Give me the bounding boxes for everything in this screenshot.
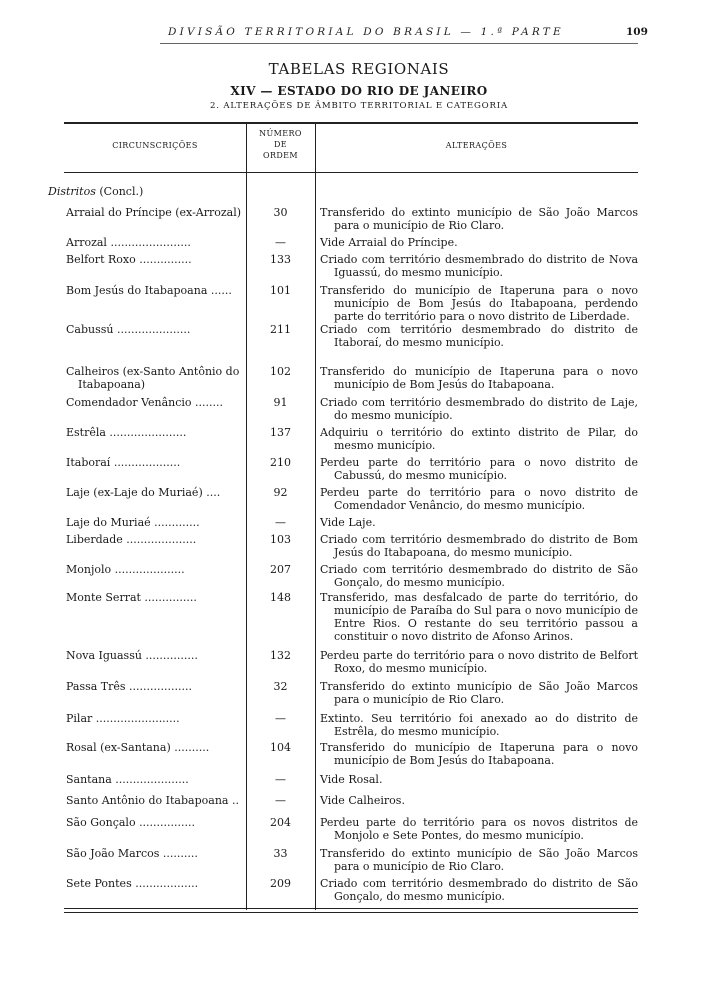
circunscricao-name: Monjolo .................... — [66, 563, 185, 576]
circunscricao-name: Santo Antônio do Itabapoana .. — [66, 794, 239, 807]
column-header-numero-line1: NÚMERO — [259, 129, 302, 138]
circunscricao-name: Santana ..................... — [66, 773, 189, 786]
alteracao-cell: Perdeu parte do território para o novo distrito de Belfort Roxo, do mesmo município. — [320, 649, 638, 675]
numero-ordem-cell: 91 — [273, 396, 288, 409]
circunscricao-cell — [66, 816, 242, 829]
circunscricao-name: São Gonçalo ................ — [66, 816, 196, 829]
circunscricao-name: Liberdade .................... — [66, 533, 197, 546]
circunscricao-cell — [66, 486, 242, 499]
column-header-numero-line3: ORDEM — [262, 151, 299, 160]
table-bottom-rule-double — [64, 912, 638, 913]
alteracao-cell: Vide Laje. — [320, 516, 376, 529]
alteracao-cell: Transferido do município de Itaperuna para o novo município de Bom Jesús do Itabapoana. — [320, 365, 638, 391]
table-header-rule — [64, 172, 638, 173]
circunscricao-name: Laje do Muriaé ............. — [66, 516, 200, 529]
circunscricao-cell — [66, 847, 242, 860]
section-title: 2. ALTERAÇÕES DE ÂMBITO TERRITORIAL E CATEGORIA — [210, 101, 508, 111]
numero-ordem-cell: — — [275, 712, 286, 725]
alteracao-cell: Extinto. Seu território foi anexado ao do distrito de Estrêla, do mesmo município. — [320, 712, 638, 738]
numero-ordem-cell: — — [275, 794, 286, 807]
circunscricao-cell — [66, 236, 242, 249]
table-top-rule — [64, 122, 638, 124]
subheading-rest: (Concl.) — [95, 185, 144, 198]
circunscricao-name: Laje (ex-Laje do Muriaé) .... — [66, 486, 221, 499]
circunscricao-cell — [66, 396, 242, 409]
alteracao-cell: Criado com território desmembrado do distrito de Laje, do mesmo município. — [320, 396, 638, 422]
circunscricao-cell — [66, 563, 242, 576]
column-header-numero-ordem — [246, 128, 315, 161]
circunscricao-cell — [66, 253, 242, 266]
alteracao-cell: Transferido do município de Itaperuna para o novo município de Bom Jesús do Itabapoana. — [320, 741, 638, 767]
alteracao-cell: Criado com território desmembrado do distrito de Bom Jesús do Itabapoana, do mesmo município. — [320, 533, 638, 559]
alteracao-cell: Criado com território desmembrado do distrito de Nova Iguassú, do mesmo município. — [320, 253, 638, 279]
circunscricao-name: Nova Iguassú ............... — [66, 649, 198, 662]
table-bottom-rule — [64, 908, 638, 909]
circunscricao-cell — [66, 456, 242, 469]
circunscricao-cell — [66, 741, 242, 754]
circunscricao-name: Belfort Roxo ............... — [66, 253, 192, 266]
state-title: XIV — ESTADO DO RIO DE JANEIRO — [230, 84, 488, 98]
circunscricao-cell — [66, 591, 242, 604]
circunscricao-cell — [66, 365, 242, 391]
alteracao-cell: Perdeu parte do território para o novo distrito de Cabussú, do mesmo município. — [320, 456, 638, 482]
circunscricao-name: Arraial do Príncipe (ex-Arrozal) — [66, 206, 242, 219]
numero-ordem-cell: 207 — [270, 563, 291, 576]
subheading-italic: Distritos — [48, 185, 96, 198]
circunscricao-cell — [66, 323, 242, 336]
circunscricao-name-continuation: Itabapoana) — [78, 378, 146, 391]
circunscricao-cell — [66, 206, 242, 219]
circunscricao-name: Sete Pontes .................. — [66, 877, 199, 890]
numero-ordem-cell: 33 — [273, 847, 288, 860]
numero-ordem-cell: 104 — [270, 741, 291, 754]
numero-ordem-cell: 209 — [270, 877, 291, 890]
circunscricao-name: São João Marcos .......... — [66, 847, 198, 860]
numero-ordem-cell: — — [275, 236, 286, 249]
alteracao-cell: Vide Rosal. — [320, 773, 383, 786]
circunscricao-name: Arrozal ....................... — [66, 236, 191, 249]
circunscricao-name: Rosal (ex-Santana) .......... — [66, 741, 210, 754]
numero-ordem-cell: — — [275, 516, 286, 529]
alteracao-cell: Transferido do extinto município de São João Marcos para o município de Rio Claro. — [320, 680, 638, 706]
numero-ordem-cell: 101 — [270, 284, 291, 297]
circunscricao-cell — [66, 773, 242, 786]
alteracao-cell: Perdeu parte do território para o novo distrito de Comendador Venâncio, do mesmo município. — [320, 486, 638, 512]
circunscricao-cell — [66, 533, 242, 546]
numero-ordem-cell: 102 — [270, 365, 291, 378]
circunscricao-cell — [66, 712, 242, 725]
main-title: TABELAS REGIONAIS — [268, 60, 450, 78]
circunscricao-name: Pilar ........................ — [66, 712, 180, 725]
circunscricao-cell — [66, 680, 242, 693]
circunscricao-name: Calheiros (ex-Santo Antônio do — [66, 365, 240, 378]
circunscricao-name: Cabussú ..................... — [66, 323, 191, 336]
alteracao-cell: Vide Arraial do Príncipe. — [320, 236, 458, 249]
numero-ordem-cell: 103 — [270, 533, 291, 546]
circunscricao-name: Bom Jesús do Itabapoana ...... — [66, 284, 232, 297]
numero-ordem-cell: 137 — [270, 426, 291, 439]
circunscricao-cell — [66, 877, 242, 890]
numero-ordem-cell: 92 — [273, 486, 288, 499]
column-header-circunscricoes: CIRCUNSCRIÇÕES — [112, 141, 198, 150]
alteracao-cell: Transferido do município de Itaperuna para o novo município de Bom Jesús do Itabapoana, perdendo parte do território para o novo distrito de Liberdade. — [320, 284, 638, 323]
column-header-numero-line2: DE — [273, 140, 288, 149]
numero-ordem-cell: 148 — [270, 591, 291, 604]
circunscricao-cell — [66, 794, 242, 807]
section-subheading — [48, 185, 143, 198]
column-divider-2 — [315, 122, 316, 910]
circunscricao-cell — [66, 516, 242, 529]
circunscricao-name: Comendador Venâncio ........ — [66, 396, 224, 409]
alteracao-cell: Transferido do extinto município de São João Marcos para o município de Rio Claro. — [320, 206, 638, 232]
alteracao-cell: Adquiriu o território do extinto distrito de Pilar, do mesmo município. — [320, 426, 638, 452]
circunscricao-name: Estrêla ...................... — [66, 426, 187, 439]
numero-ordem-cell: 204 — [270, 816, 291, 829]
circunscricao-name: Passa Três .................. — [66, 680, 192, 693]
numero-ordem-cell: 132 — [270, 649, 291, 662]
circunscricao-cell — [66, 649, 242, 662]
numero-ordem-cell: 133 — [270, 253, 291, 266]
alteracao-cell: Criado com território desmembrado do distrito de Itaboraí, do mesmo município. — [320, 323, 638, 349]
numero-ordem-cell: 211 — [270, 323, 291, 336]
circunscricao-cell — [66, 284, 242, 297]
page-number: 109 — [626, 26, 648, 38]
alteracao-cell: Perdeu parte do território para os novos distritos de Monjolo e Sete Pontes, do mesmo município. — [320, 816, 638, 842]
alteracao-cell: Transferido do extinto município de São João Marcos para o município de Rio Claro. — [320, 847, 638, 873]
alteracao-cell: Vide Calheiros. — [320, 794, 405, 807]
alteracao-cell: Transferido, mas desfalcado de parte do território, do município de Paraíba do Sul para o novo município de Entre Rios. O restante do seu território passou a constituir o novo distrito de Afonso Arinos. — [320, 591, 638, 643]
running-title: DIVISÃO TERRITORIAL DO BRASIL — 1.ª PARTE — [168, 26, 564, 38]
numero-ordem-cell: 32 — [273, 680, 288, 693]
circunscricao-name: Monte Serrat ............... — [66, 591, 197, 604]
column-header-alteracoes: ALTERAÇÕES — [445, 141, 508, 150]
circunscricao-cell — [66, 426, 242, 439]
header-rule — [160, 43, 638, 44]
numero-ordem-cell: — — [275, 773, 286, 786]
numero-ordem-cell: 30 — [273, 206, 288, 219]
alteracao-cell: Criado com território desmembrado do distrito de São Gonçalo, do mesmo município. — [320, 877, 638, 903]
alteracao-cell: Criado com território desmembrado do distrito de São Gonçalo, do mesmo município. — [320, 563, 638, 589]
circunscricao-name: Itaboraí ................... — [66, 456, 181, 469]
numero-ordem-cell: 210 — [270, 456, 291, 469]
